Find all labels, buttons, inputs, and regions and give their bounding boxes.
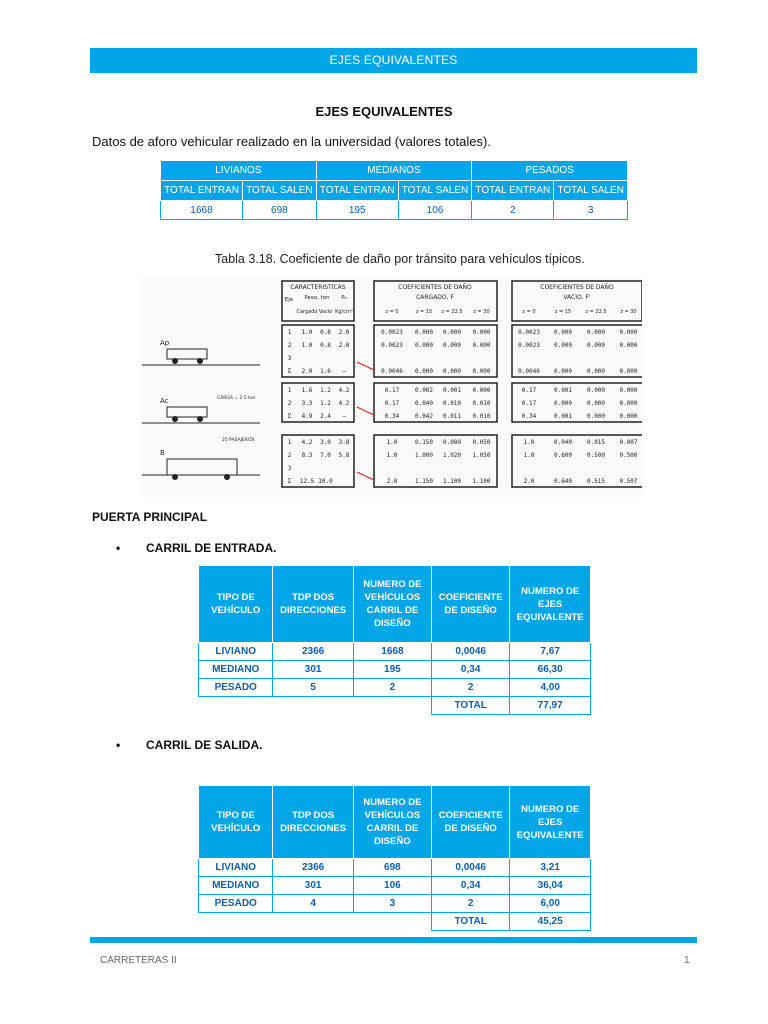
- cell-tipo: LIVIANO: [199, 643, 273, 661]
- scan-value: 0.0023: [518, 342, 540, 349]
- scan-value: 0.000: [472, 342, 491, 349]
- wheel-icon: [172, 416, 178, 422]
- scan-value: 0.000: [553, 342, 573, 349]
- count-cell: 195: [316, 201, 398, 220]
- page-number: 1: [684, 955, 690, 966]
- scan-arrow: [357, 472, 374, 480]
- cell-ejes: 6,00: [510, 895, 591, 913]
- document-title: EJES EQUIVALENTES: [315, 104, 453, 119]
- scan-subheader: z = 0: [522, 309, 536, 315]
- cell-tdp: 301: [273, 661, 353, 679]
- total-row: [199, 697, 591, 715]
- count-cell: 106: [398, 201, 472, 220]
- blank-cell: [353, 697, 431, 715]
- count-cell: 698: [243, 201, 317, 220]
- scan-value: 0.000: [414, 342, 434, 349]
- scan-value: 1: [287, 439, 292, 446]
- cell-tipo: LIVIANO: [199, 859, 273, 877]
- scan-value: 1.0: [386, 452, 398, 459]
- cell-vehiculos: 1668: [353, 643, 431, 661]
- scan-value: 0.0023: [381, 342, 403, 349]
- scan-value: 0.000: [619, 368, 638, 375]
- scan-value: 4.2: [338, 387, 350, 394]
- scan-value: 0.600: [553, 452, 573, 459]
- total-label: TOTAL: [431, 913, 509, 931]
- bullet-dot: •: [116, 738, 121, 752]
- vehicle-sketch-icon: [167, 407, 207, 417]
- wheel-icon: [197, 416, 203, 422]
- blank-cell: [199, 697, 273, 715]
- subheader-cell: TOTAL ENTRAN: [472, 181, 554, 201]
- footer-course: CARRETERAS II: [100, 955, 177, 966]
- cell-ejes: 7,67: [510, 643, 591, 661]
- header-band: EJES EQUIVALENTES: [90, 48, 697, 73]
- scan-value: 0.8: [320, 342, 331, 349]
- count-subheader-row: [161, 181, 628, 201]
- scan-subheader: z = 30: [473, 309, 490, 315]
- scan-subheader: z = 15: [554, 309, 572, 315]
- cell-tdp: 4: [273, 895, 353, 913]
- scan-subheader: Vacío: [318, 309, 333, 315]
- cell-ejes: 36,04: [510, 877, 591, 895]
- cell-ejes: 66,30: [510, 661, 591, 679]
- subheader-cell: TOTAL ENTRAN: [161, 181, 243, 201]
- scan-value: 0.507: [619, 478, 638, 485]
- cell-coeficiente: 0,0046: [431, 859, 509, 877]
- scan-value: 0.000: [619, 413, 638, 420]
- col-tdp: TDP DOS DIRECCIONES: [273, 786, 353, 859]
- scan-value: 0.0046: [381, 368, 403, 375]
- cell-ejes: 4,00: [510, 679, 591, 697]
- scan-value: 0.000: [414, 329, 434, 336]
- scan-value: 0.17: [521, 400, 537, 407]
- scan-value: 1.020: [442, 452, 462, 459]
- scan-value: 0.042: [414, 413, 434, 420]
- scan-value: 0.34: [384, 413, 400, 420]
- intro-paragraph: Datos de aforo vehicular realizado en la universidad (valores totales).: [92, 134, 491, 149]
- count-group-row: [161, 161, 628, 181]
- total-row: [199, 913, 591, 931]
- vehicle-note: 25 PASAJEROS: [222, 438, 255, 443]
- scan-value: 0.17: [384, 387, 400, 394]
- scan-value: 0.010: [442, 400, 462, 407]
- scan-value: 0.001: [442, 387, 462, 394]
- scan-value: Σ: [287, 478, 292, 485]
- total-value: 45,25: [510, 913, 591, 931]
- table-row: [199, 859, 591, 877]
- bullet-carril-salida: [116, 738, 262, 752]
- scan-value: 0.515: [586, 478, 606, 485]
- scan-value: 1: [287, 387, 292, 394]
- vehicle-label: B: [160, 449, 165, 457]
- vehicle-sketch-icon: [167, 459, 237, 475]
- scan-value: 1.100: [472, 478, 491, 485]
- col-coeficiente: COEFICIENTE DE DISEÑO: [431, 566, 509, 643]
- scan-value: 0.000: [619, 400, 638, 407]
- entrada-table: [198, 565, 591, 715]
- blank-cell: [199, 913, 273, 931]
- scan-value: 1.0: [523, 452, 535, 459]
- blank-cell: [273, 913, 353, 931]
- scan-value: 12.5: [299, 478, 315, 485]
- col-vehiculos: NUMERO DE VEHÍCULOS CARRIL DE DISEÑO: [353, 786, 431, 859]
- cell-ejes: 3,21: [510, 859, 591, 877]
- group-livianos: LIVIANOS: [161, 161, 317, 181]
- scan-value: 8.3: [301, 452, 313, 459]
- blank-cell: [273, 697, 353, 715]
- scan-value: 0.011: [442, 413, 462, 420]
- scan-value: 2: [287, 400, 292, 407]
- scan-arrow: [357, 407, 374, 415]
- scan-value: 4.2: [301, 439, 313, 446]
- scan-value: 0.040: [414, 400, 434, 407]
- scan-subheader: VACIO, F': [563, 294, 591, 301]
- scan-value: 0.150: [414, 439, 434, 446]
- subheader-cell: TOTAL ENTRAN: [316, 181, 398, 201]
- scan-subheader: z = 0: [385, 309, 399, 315]
- scan-value: 3.3: [301, 400, 313, 407]
- scan-value: 4.9: [301, 413, 313, 420]
- cell-tdp: 2366: [273, 643, 353, 661]
- scan-value: 7.0: [320, 452, 331, 459]
- group-pesados: PESADOS: [472, 161, 628, 181]
- table-row: [199, 895, 591, 913]
- scan-value: 0.001: [553, 413, 573, 420]
- cell-vehiculos: 2: [353, 679, 431, 697]
- scan-subheader: z = 15: [415, 309, 433, 315]
- cell-tdp: 301: [273, 877, 353, 895]
- scan-value: 0.000: [442, 342, 462, 349]
- scan-subheader: Kg/cm²: [335, 309, 353, 315]
- table-row: [199, 661, 591, 679]
- scan-value: 2.0: [523, 478, 535, 485]
- subheader-cell: TOTAL SALEN: [554, 181, 628, 201]
- cell-tdp: 2366: [273, 859, 353, 877]
- scan-value: 2: [287, 452, 292, 459]
- scan-value: 2.0: [386, 478, 398, 485]
- scan-value: 1.0: [523, 439, 535, 446]
- scan-value: 3: [287, 465, 292, 472]
- scan-value: 2.0: [338, 329, 350, 336]
- cell-vehiculos: 195: [353, 661, 431, 679]
- scan-subheader: CARGADO, F: [416, 294, 454, 301]
- scan-value: 0.015: [586, 439, 606, 446]
- scan-value: 1.0: [301, 329, 313, 336]
- col-tipo: TIPO DE VEHÍCULO: [199, 566, 273, 643]
- scan-value: 0.000: [553, 368, 573, 375]
- cell-tipo: PESADO: [199, 679, 273, 697]
- scan-subheader: z = 22.5: [441, 309, 463, 315]
- scan-value: Σ: [287, 368, 292, 375]
- cell-coeficiente: 0,34: [431, 661, 509, 679]
- scan-value: 0.000: [586, 368, 606, 375]
- col-ejes: NUMERO DE EJES EQUIVALENTE: [510, 786, 591, 859]
- scan-value: 0.080: [442, 439, 462, 446]
- salida-header-row: [199, 786, 591, 859]
- scan-value: 2.0: [338, 342, 350, 349]
- scan-value: 0.007: [619, 439, 638, 446]
- bullet-carril-entrada: [116, 541, 276, 555]
- cell-vehiculos: 698: [353, 859, 431, 877]
- scan-value: 0.010: [472, 413, 491, 420]
- scan-value: 1.6: [301, 387, 313, 394]
- scan-value: 0.500: [619, 452, 638, 459]
- scan-value: 0.000: [553, 400, 573, 407]
- scan-value: 0.34: [521, 413, 537, 420]
- cell-tdp: 5: [273, 679, 353, 697]
- scan-value: 1.050: [472, 452, 491, 459]
- cell-tipo: PESADO: [199, 895, 273, 913]
- scan-subheader: Eje: [284, 297, 294, 303]
- count-value-row: [161, 201, 628, 220]
- scan-subheader: Cargado: [296, 309, 318, 315]
- scan-value: 0.001: [553, 387, 573, 394]
- count-cell: 2: [472, 201, 554, 220]
- scan-value: 2.0: [301, 368, 313, 375]
- group-medianos: MEDIANOS: [316, 161, 472, 181]
- count-cell: 1668: [161, 201, 243, 220]
- scan-value: 0.000: [472, 368, 491, 375]
- scan-value: 10.0: [318, 478, 333, 485]
- table-row: [199, 679, 591, 697]
- scan-value: 0.000: [442, 329, 462, 336]
- scan-value: 1.0: [386, 439, 398, 446]
- scan-value: 0.000: [619, 329, 638, 336]
- scan-value: 0.17: [384, 400, 400, 407]
- scan-value: 0.640: [553, 478, 573, 485]
- cell-coeficiente: 2: [431, 895, 509, 913]
- scan-value: 0.000: [472, 329, 491, 336]
- scan-value: 0.000: [619, 342, 638, 349]
- scan-value: 0.000: [586, 342, 606, 349]
- scan-arrow: [357, 362, 374, 370]
- wheel-icon: [197, 358, 203, 364]
- scan-value: 0.000: [586, 329, 606, 336]
- scan-value: 1.6: [320, 368, 331, 375]
- col-coeficiente: COEFICIENTE DE DISEÑO: [431, 786, 509, 859]
- scan-value: 0.500: [586, 452, 606, 459]
- table-row: [199, 877, 591, 895]
- col-tdp: TDP DOS DIRECCIONES: [273, 566, 353, 643]
- scan-value: 0.002: [414, 387, 434, 394]
- scan-value: 0.000: [553, 329, 573, 336]
- cell-coeficiente: 2: [431, 679, 509, 697]
- scan-value: Σ: [287, 413, 292, 420]
- scan-value: 1.100: [442, 478, 462, 485]
- scan-value: 1.0: [301, 342, 313, 349]
- scan-value: 2: [287, 342, 292, 349]
- footer-band: [90, 937, 697, 943]
- section-puerta-principal: PUERTA PRINCIPAL: [92, 510, 208, 524]
- scan-header: CARACTERISTICAS: [290, 284, 346, 291]
- scan-value: 1: [287, 329, 292, 336]
- vehicle-count-table: [160, 160, 628, 220]
- damage-coefficient-scan: [142, 275, 642, 497]
- subheader-cell: TOTAL SALEN: [398, 181, 472, 201]
- scan-value: 0.17: [521, 387, 537, 394]
- col-ejes: NUMERO DE EJES EQUIVALENTE: [510, 566, 591, 643]
- scan-value: 5.8: [338, 452, 350, 459]
- scan-value: 4.2: [338, 400, 350, 407]
- entrada-header-row: [199, 566, 591, 643]
- scan-value: 2.4: [320, 413, 331, 420]
- cell-tipo: MEDIANO: [199, 877, 273, 895]
- scan-value: 1.2: [320, 400, 331, 407]
- cell-tipo: MEDIANO: [199, 661, 273, 679]
- blank-cell: [353, 913, 431, 931]
- subheader-cell: TOTAL SALEN: [243, 181, 317, 201]
- cell-vehiculos: 3: [353, 895, 431, 913]
- scan-value: 0.0023: [381, 329, 403, 336]
- salida-table: [198, 785, 591, 931]
- total-value: 77,97: [510, 697, 591, 715]
- scan-value: 0.050: [472, 439, 491, 446]
- scan-subheader: z = 30: [620, 309, 637, 315]
- col-tipo: TIPO DE VEHÍCULO: [199, 786, 273, 859]
- scan-value: 3.8: [338, 439, 350, 446]
- scan-value: 0.0023: [518, 329, 540, 336]
- scan-value: 3.0: [320, 439, 331, 446]
- scan-value: 1.2: [320, 387, 331, 394]
- cell-coeficiente: 0,34: [431, 877, 509, 895]
- scan-value: 0.000: [442, 368, 462, 375]
- bullet-label: CARRIL DE ENTRADA.: [146, 541, 277, 555]
- table-row: [199, 643, 591, 661]
- total-label: TOTAL: [431, 697, 509, 715]
- scan-value: 0.000: [472, 387, 491, 394]
- vehicle-sketch-icon: [167, 349, 207, 359]
- scan-value: 0.0046: [518, 368, 540, 375]
- scan-value: −: [342, 413, 346, 420]
- scan-subheader: Pₑ: [341, 295, 347, 301]
- scan-value: 0.000: [619, 387, 638, 394]
- scan-value: 0.000: [586, 413, 606, 420]
- vehicle-label: Ap: [160, 339, 170, 347]
- scan-value: −: [342, 368, 346, 375]
- bullet-label: CARRIL DE SALIDA.: [146, 738, 263, 752]
- vehicle-note: CARGA = 2.5 ton: [217, 396, 256, 401]
- scan-value: 0.000: [414, 368, 434, 375]
- count-cell: 3: [554, 201, 628, 220]
- cell-coeficiente: 0,0046: [431, 643, 509, 661]
- scan-value: 0.8: [320, 329, 331, 336]
- vehicle-label: Ac: [160, 397, 169, 405]
- bullet-dot: •: [116, 541, 121, 555]
- scan-value: 0.040: [553, 439, 573, 446]
- scan-value: 0.000: [586, 387, 606, 394]
- scan-header: COEFICIENTES DE DAÑO: [398, 284, 472, 291]
- scan-value: 0.000: [586, 400, 606, 407]
- scan-header: COEFICIENTES DE DAÑO: [540, 284, 614, 291]
- scan-value: 1.000: [414, 452, 434, 459]
- scan-value: 0.010: [472, 400, 491, 407]
- col-vehiculos: NUMERO DE VEHÍCULOS CARRIL DE DISEÑO: [353, 566, 431, 643]
- wheel-icon: [172, 358, 178, 364]
- scan-value: 1.150: [414, 478, 434, 485]
- scan-subheader: z = 22.5: [585, 309, 607, 315]
- cell-vehiculos: 106: [353, 877, 431, 895]
- figure-caption: Tabla 3.18. Coeficiente de daño por tránsito para vehículos típicos.: [215, 252, 585, 266]
- scan-value: 3: [287, 355, 292, 362]
- scan-subheader: Peso, ton: [304, 295, 330, 301]
